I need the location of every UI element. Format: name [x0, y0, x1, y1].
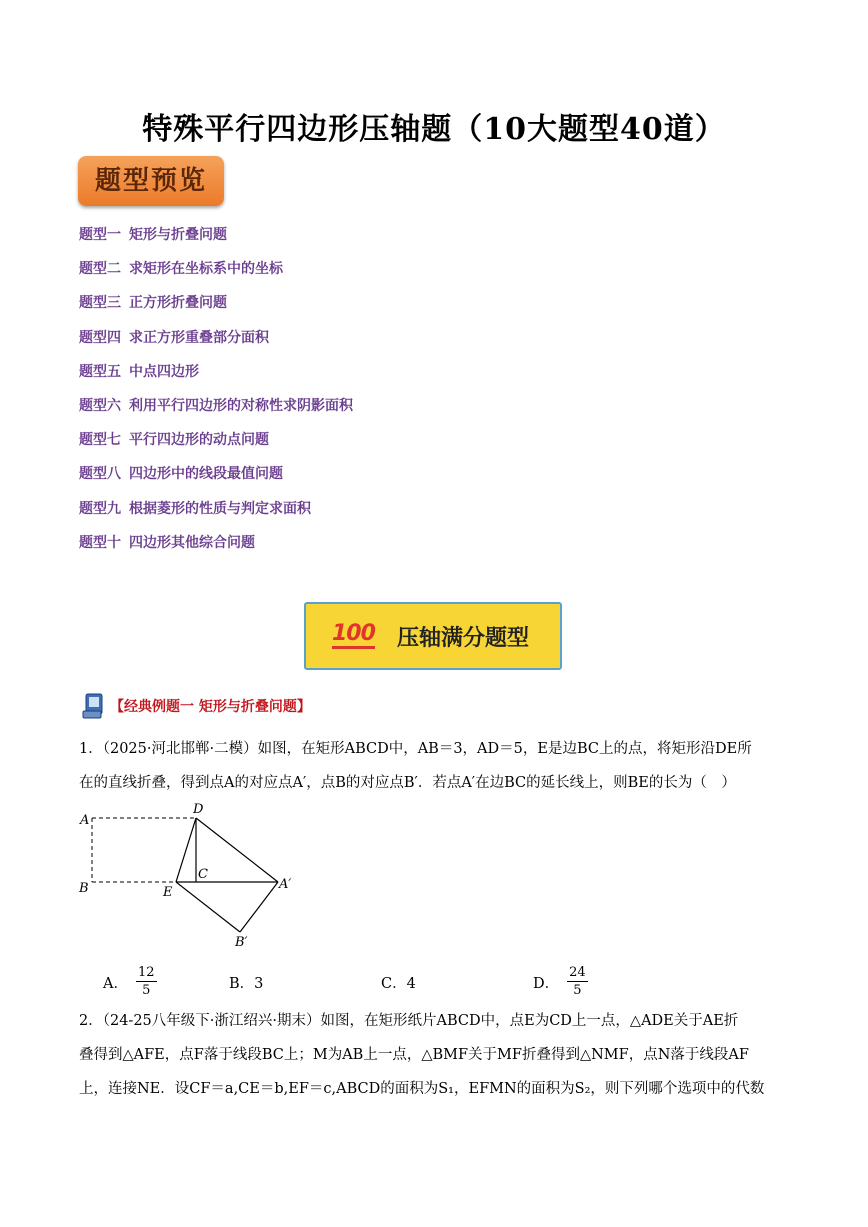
- edge-B2A2: [240, 882, 278, 932]
- label-B-prime: B′: [235, 935, 248, 950]
- label-D: D: [193, 802, 204, 817]
- option-c[interactable]: C．4: [381, 975, 416, 992]
- full-score-banner: [304, 602, 562, 670]
- topic-item[interactable]: 题型二 求矩形在坐标系中的坐标: [79, 261, 283, 278]
- question-1-line: 在的直线折叠，得到点A的对应点A′，点B的对应点B′．若点A′在边BC的延长线上，则BE的长为（ ）: [79, 775, 736, 791]
- topic-item[interactable]: 题型五 中点四边形: [79, 363, 199, 380]
- option-b[interactable]: B．3: [229, 975, 264, 992]
- topic-item[interactable]: 题型八 四边形中的线段最值问题: [79, 466, 283, 483]
- page-title: 特殊平行四边形压轴题（10大题型40道）: [142, 112, 726, 147]
- question-1: [79, 732, 791, 800]
- topic-item[interactable]: 题型十 四边形其他综合问题: [79, 534, 255, 551]
- topic-item[interactable]: 题型三 正方形折叠问题: [79, 295, 227, 312]
- question-2-line: 上，连接NE．设CF＝a,CE＝b,EF＝c,ABCD的面积为S₁，EFMN的面积为S₂，则下列哪个选项中的代数: [79, 1081, 765, 1097]
- book-icon: [82, 693, 104, 719]
- topic-item[interactable]: 题型一 矩形与折叠问题: [79, 227, 227, 243]
- label-A: A: [80, 813, 90, 828]
- answer-options: [103, 960, 803, 1004]
- topic-item[interactable]: 题型四 求正方形重叠部分面积: [79, 329, 269, 346]
- edge-DA2: [196, 818, 278, 882]
- question-1-line: 1．（2025·河北邯郸·二模）如图，在矩形ABCD中，AB＝3，AD＝5，E是边BC上的点，将矩形沿DE所: [79, 741, 752, 757]
- fraction: $\frac{12}{5}$: [137, 964, 155, 998]
- edge-EB2: [176, 882, 240, 932]
- section-title: 【经典例题一 矩形与折叠问题】: [110, 699, 311, 715]
- hundred-icon: 100: [332, 623, 375, 649]
- label-E: E: [163, 885, 173, 900]
- label-A-prime: A′: [279, 877, 292, 892]
- label-C: C: [198, 867, 208, 882]
- question-2-line: 2．（24-25八年级下·浙江绍兴·期末）如图，在矩形纸片ABCD中，点E为CD上一点，△ADE关于AE折: [79, 1013, 739, 1029]
- fraction: $\frac{24}{5}$: [569, 964, 586, 998]
- label-B: B: [79, 881, 89, 896]
- option-d[interactable]: D． $\frac{24}{5}$: [533, 964, 586, 998]
- topic-item[interactable]: 题型七 平行四边形的动点问题: [79, 432, 269, 449]
- preview-badge: 题型预览: [78, 156, 224, 206]
- question-2: [79, 1004, 791, 1106]
- section-header: [82, 692, 311, 720]
- edge-DE: [176, 818, 196, 882]
- topic-item[interactable]: 题型六 利用平行四边形的对称性求阴影面积: [79, 397, 353, 414]
- topic-list: [79, 225, 353, 567]
- fold-figure: [72, 800, 312, 955]
- topic-item[interactable]: 题型九 根据菱形的性质与判定求面积: [79, 500, 311, 517]
- banner-text: 压轴满分题型: [396, 625, 529, 651]
- option-a[interactable]: A． $\frac{12}{5}$: [103, 964, 155, 998]
- question-2-line: 叠得到△AFE，点F落于线段BC上；M为AB上一点，△BMF关于MF折叠得到△NMF，点N落于线段AF: [79, 1047, 749, 1063]
